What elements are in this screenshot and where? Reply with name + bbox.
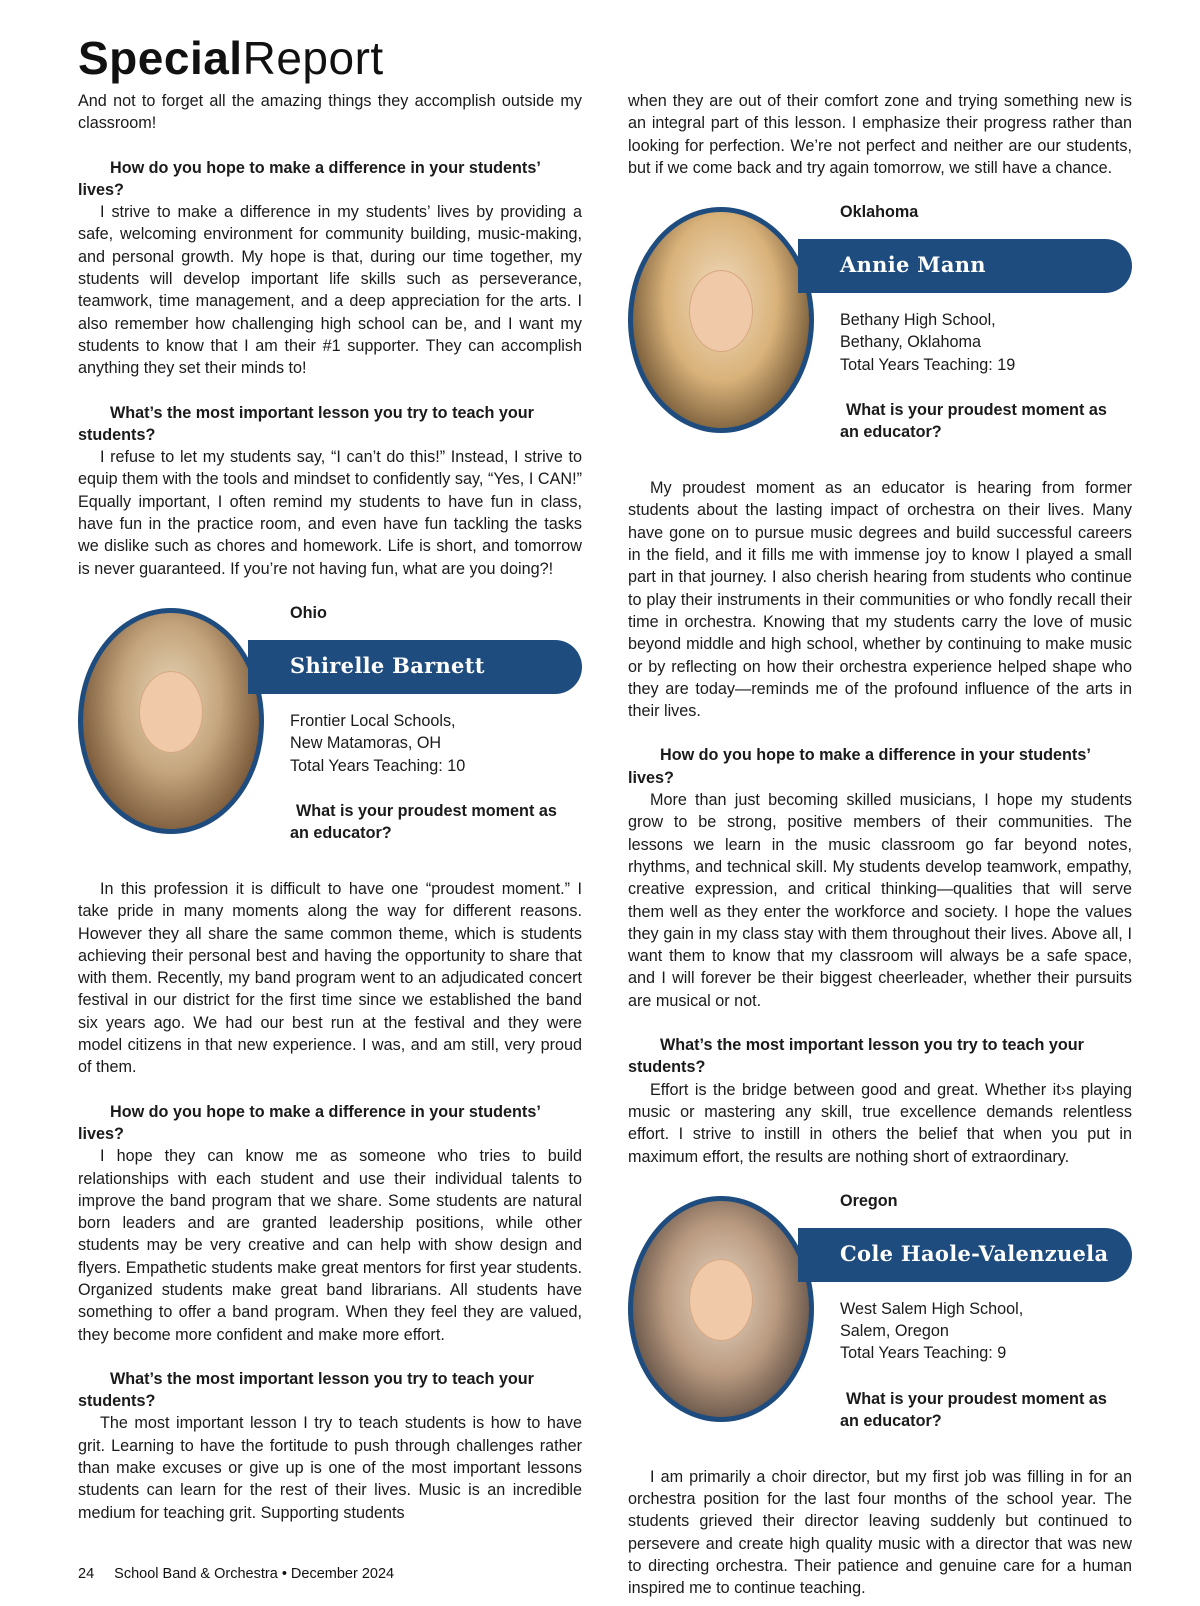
name-band — [798, 239, 1132, 293]
paragraph: when they are out of their comfort zone and trying something new is an integral part of this lesson. I emphasize their progress rather than looking for perfection. We’re not perfect and neither are our students, but if we come back and try again tomorrow, we still have a chance. — [628, 92, 1132, 177]
question: How do you hope to make a difference in your students’ lives? — [78, 1102, 540, 1143]
paragraph: In this profession it is difficult to have one “proudest moment.” I take pride in many moments along the way for different reasons. However they all share the same common theme, which is students achieving their personal best and having the opportunity to share that with them. Recently, my band program went to an adjudicated concert festival in our district for the first time since we established the band six years ago. We had our best run at the festival and they were model citizens in that new experience. I was, and am still, very proud of them. — [78, 879, 582, 1077]
profile-info — [290, 710, 465, 777]
profile-city: Salem, Oregon — [840, 1322, 949, 1341]
question: What’s the most important lesson you try to teach your students? — [78, 403, 534, 444]
face-shape — [689, 1259, 753, 1341]
profile-shirelle-barnett — [78, 602, 582, 843]
issue-date: • December 2024 — [281, 1566, 395, 1582]
page-footer — [78, 1566, 394, 1582]
left-column — [78, 90, 582, 1524]
portrait-photo — [628, 1196, 814, 1422]
profile-city: New Matamoras, OH — [290, 734, 442, 753]
page-number: 24 — [78, 1566, 95, 1582]
face-shape — [139, 671, 203, 753]
header-bold: Special — [78, 32, 243, 84]
question: How do you hope to make a difference in your students’ lives? — [628, 746, 1090, 787]
name-band — [248, 640, 582, 694]
profile-school: Frontier Local Schools, — [290, 711, 456, 730]
portrait-photo — [628, 207, 814, 433]
profile-question: What is your proudest moment as an educator? — [290, 801, 557, 843]
paragraph: My proudest moment as an educator is hearing from former students about the lasting impact of orchestra on their lives. Many have gone on to pursue music degrees and build successful careers in the field, and it fills me with immense joy to know I played a small part in that journey. I also cherish hearing from students who continue to play their instruments in their communities or who fondly recall their time in orchestra. Knowing that my students carry the love of music beyond middle and high school, whether by continuing to make music or by reflecting on how their orchestra experience helped shape who they are today—reminds me of the profound influence of the arts in their lives. — [628, 479, 1132, 721]
name-band — [798, 1228, 1132, 1282]
paragraph: I strive to make a difference in my students’ lives by providing a safe, welcoming environment for community building, music-making, and personal growth. My hope is that, during our time together, my students will develop important life skills such as perseverance, teamwork, time management, and a deep appreciation for the arts. I also remember how challenging high school can be, and I want my students to know that I am their #1 supporter. They can accomplish anything they set their minds to! — [78, 203, 582, 378]
paragraph: I hope they can know me as someone who tries to build relationships with each student and use their individual talents to improve the band program that we share. Some students are natural born leaders and are granted leadership positions, while other students may be very creative and can help with show design and flyers. Empathetic students make great mentors for first year students. Organized students make great band librarians. All students have something to offer a band program. When they feel they are valued, they become more confident and make more effort. — [78, 1147, 582, 1344]
face-shape — [689, 270, 753, 352]
paragraph: I refuse to let my students say, “I can’t do this!” Instead, I strive to equip them with the tools and mindset to confidently say, “Yes, I CAN!” Equally important, I often remind my students to have fun in class, have fun in the practice room, and even have fun tackling the tasks we dislike such as chores and homework. Life is short, and tomorrow is never guaranteed. If you’re not having fun, what are you doing?! — [78, 448, 582, 578]
paragraph: I am primarily a choir director, but my first job was filling in for an orchestra position for the last four months of the school year. The students grieved their director leaving suddenly but continued to persevere and create high quality music with a director that was new to directing orchestra. Their patience and genuine care for a human inspired me to continue teaching. — [628, 1467, 1132, 1598]
paragraph: More than just becoming skilled musicians, I hope my students grow to be strong, positive members of their communities. The lessons we learn in the music classroom go far beyond notes, rhythms, and technical skill. My students develop teamwork, empathy, creative expression, and critical thinking—qualities that will serve them well as they enter the workforce and society. I hope the values they gain in my class stay with them throughout their lives. Above all, I want them to know that my classroom will always be a safe space, and I will forever be their biggest cheerleader, whether their pursuits are musical or not. — [628, 791, 1132, 1010]
publication-name: School Band & Orchestra — [114, 1566, 278, 1582]
question: What’s the most important lesson you try to teach your students? — [628, 1036, 1084, 1077]
profile-state: Ohio — [290, 603, 327, 622]
profile-school: Bethany High School, — [840, 311, 996, 330]
portrait-photo — [78, 608, 264, 834]
profile-cole-haole-valenzuela — [628, 1190, 1132, 1431]
profile-name: Annie Mann — [840, 252, 986, 278]
profile-question: What is your proudest moment as an educator? — [840, 1389, 1107, 1431]
profile-annie-mann — [628, 201, 1132, 442]
question: What’s the most important lesson you try to teach your students? — [78, 1369, 534, 1411]
profile-years: Total Years Teaching: 19 — [840, 355, 1016, 374]
profile-name: Shirelle Barnett — [290, 652, 485, 678]
profile-name: Cole Haole-Valenzuela — [840, 1240, 1109, 1266]
paragraph: And not to forget all the amazing things they accomplish outside my classroom! — [78, 92, 582, 133]
profile-state: Oregon — [840, 1191, 898, 1210]
paragraph: Effort is the bridge between good and great. Whether it›s playing music or mastering any skill, true excellence demands relentless effort. I strive to instill in others the belief that when you put in maximum effort, the results are nothing short of extraordinary. — [628, 1080, 1132, 1166]
question: How do you hope to make a difference in your students’ lives? — [78, 158, 540, 199]
profile-years: Total Years Teaching: 10 — [290, 756, 466, 775]
profile-state: Oklahoma — [840, 203, 919, 222]
profile-question: What is your proudest moment as an educator? — [840, 401, 1107, 442]
profile-years: Total Years Teaching: 9 — [840, 1344, 1007, 1363]
profile-info — [840, 309, 1015, 376]
profile-city: Bethany, Oklahoma — [840, 333, 981, 352]
header-regular: Report — [242, 32, 384, 84]
paragraph: The most important lesson I try to teach students is how to have grit. Learning to have the fortitude to push through challenges rather than make excuses or give up is one of the most important lessons students can learn for the rest of their lives. Music is an incredible medium for teaching grit. Supporting students — [78, 1414, 582, 1522]
profile-school: West Salem High School, — [840, 1299, 1024, 1318]
section-header — [78, 30, 384, 86]
right-column — [628, 90, 1132, 1600]
profile-info — [840, 1298, 1023, 1365]
